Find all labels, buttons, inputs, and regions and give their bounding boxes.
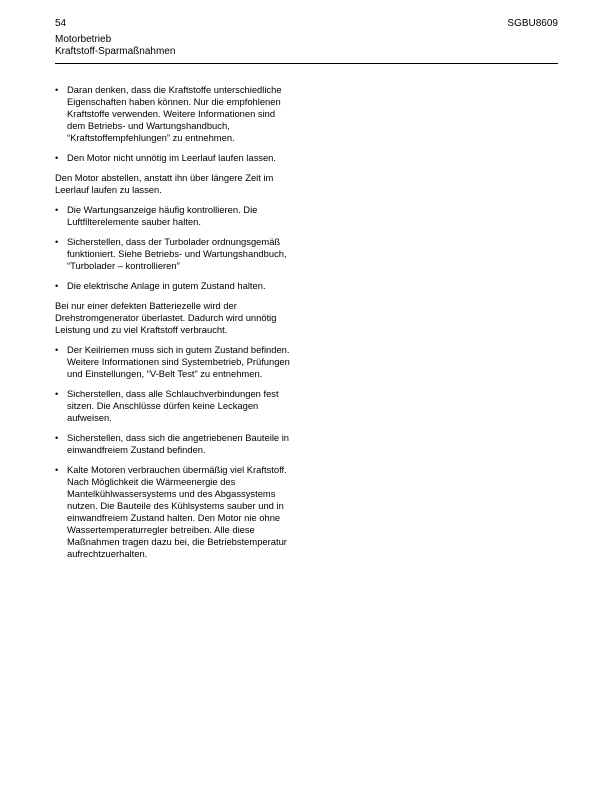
bullet-text: Daran denken, dass die Kraftstoffe unterschiedliche Eigenschaften haben können. Nur die empfohlenen Kraftstoffe verwenden. Weitere Informationen sind dem Betriebs- und Wartungshandbuch, “Kraftstoffempfehlungen” zu entnehmen. <box>67 84 282 143</box>
bullet-item <box>55 280 295 292</box>
bullet-text: Sicherstellen, dass der Turbolader ordnungsgemäß funktioniert. Siehe Betriebs- und Wartungshandbuch, “Turbolader – kontrollieren” <box>67 236 287 271</box>
page-number: 54 <box>55 18 67 29</box>
bullet-item <box>55 344 295 380</box>
bullet-text: Sicherstellen, dass sich die angetriebenen Bauteile in einwandfreiem Zustand befinden. <box>67 432 290 455</box>
bullet-text: Sicherstellen, dass alle Schlauchverbindungen fest sitzen. Die Anschlüsse dürfen keine Leckagen aufweisen. <box>67 388 279 423</box>
bullet-icon: • <box>55 388 59 399</box>
bullet-item <box>55 84 295 144</box>
bullet-text: Den Motor nicht unnötig im Leerlauf laufen lassen. <box>67 152 276 163</box>
document-id: SGBU8609 <box>507 18 558 29</box>
bullet-item <box>55 464 295 560</box>
bullet-text: Der Keilriemen muss sich in gutem Zustand befinden. Weitere Informationen sind Systembetrieb, Prüfungen und Einstellungen, “V-Belt Test” zu entnehmen. <box>67 344 290 379</box>
paragraph: Bei nur einer defekten Batteriezelle wird der Drehstromgenerator überlastet. Dadurch wird unnötig Leistung und zu viel Kraftstoff verbraucht. <box>55 300 277 335</box>
bullet-item <box>55 388 295 424</box>
bullet-text: Die Wartungsanzeige häufig kontrollieren. Die Luftfilterelemente sauber halten. <box>67 204 258 227</box>
bullet-text: Kalte Motoren verbrauchen übermäßig viel Kraftstoff. Nach Möglichkeit die Wärmeenergie des Mantelkühlwassersystems und des Abgassystems nutzen. Die Bauteile des Kühlsystems sauber und in einwandfreiem Zustand halten. Den Motor nie ohne Wassertemperaturregler betreiben. Alle diese Maßnahmen tragen dazu bei, die Betriebstemperatur aufrechtzuerhalten. <box>67 464 287 559</box>
paragraph: Den Motor abstellen, anstatt ihn über längere Zeit im Leerlauf laufen zu lassen. <box>55 172 274 195</box>
chapter-title: Motorbetrieb <box>55 34 112 45</box>
header-top-row <box>55 18 558 30</box>
bullet-item <box>55 236 295 272</box>
bullet-item <box>55 204 295 228</box>
bullet-icon: • <box>55 464 59 475</box>
bullet-text: Die elektrische Anlage in gutem Zustand halten. <box>67 280 266 291</box>
bullet-icon: • <box>55 152 59 163</box>
section-title: Kraftstoff-Sparmaßnahmen <box>55 46 176 57</box>
body-column <box>55 84 295 568</box>
bullet-icon: • <box>55 204 59 215</box>
bullet-icon: • <box>55 84 59 95</box>
bullet-item <box>55 152 295 164</box>
bullet-icon: • <box>55 432 59 443</box>
page-header <box>55 18 558 58</box>
bullet-icon: • <box>55 344 59 355</box>
bullet-icon: • <box>55 236 59 247</box>
header-divider <box>55 63 558 64</box>
bullet-icon: • <box>55 280 59 291</box>
bullet-item <box>55 432 295 456</box>
